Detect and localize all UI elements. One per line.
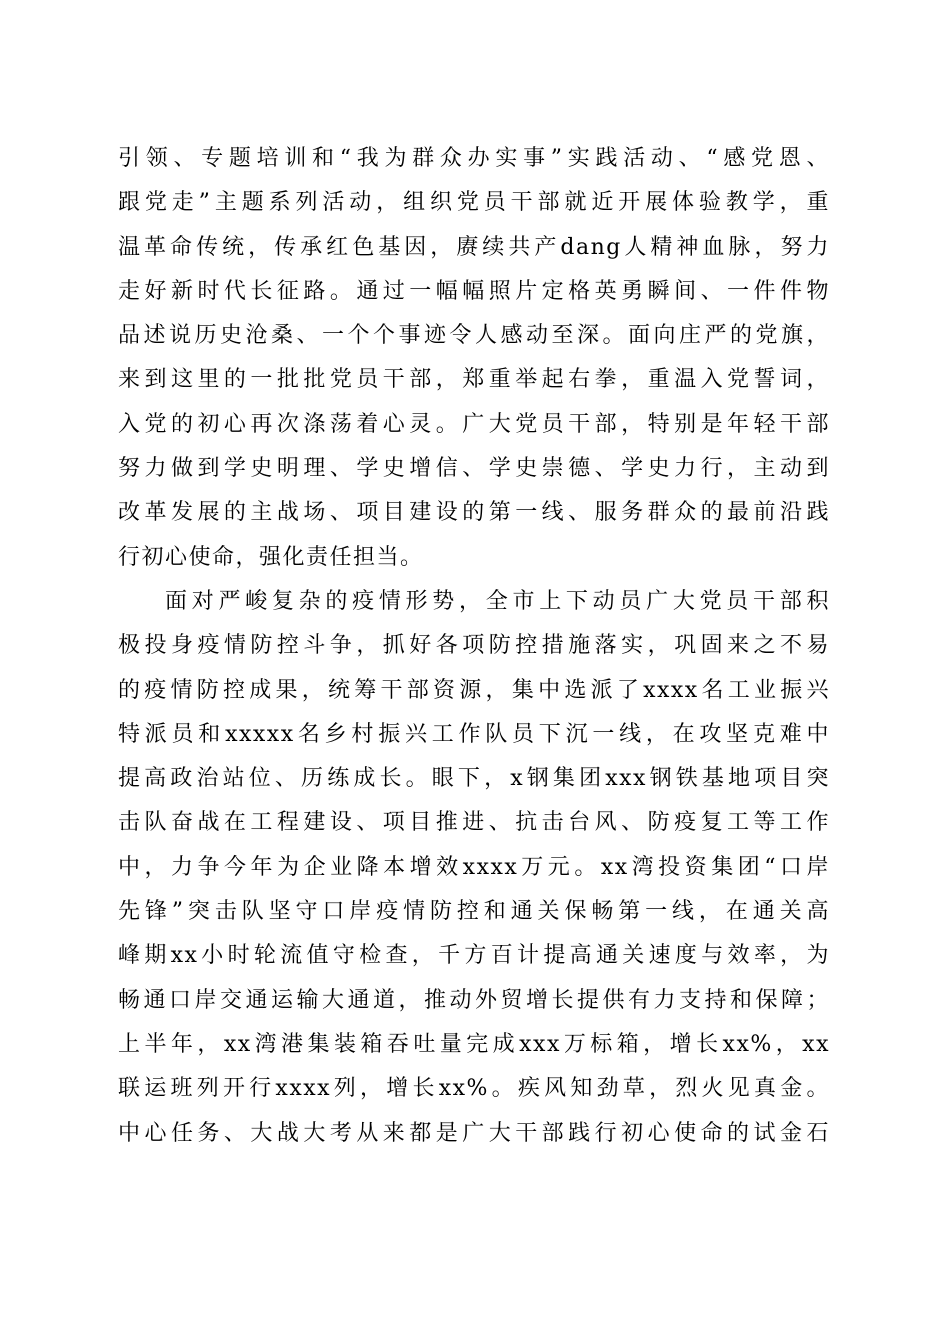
document-body bbox=[118, 137, 830, 1156]
text-line: 行初心使命，强化责任担当。 bbox=[118, 544, 424, 570]
text-line: 畅通口岸交通运输大通道，推动外贸增长提供有力支持和保障； bbox=[118, 987, 830, 1013]
text-line: 面对严峻复杂的疫情形势，全市上下动员广大党员干部积 bbox=[165, 588, 830, 614]
text-line: 的疫情防控成果，统筹干部资源，集中选派了xxxx名工业振兴 bbox=[118, 677, 830, 703]
text-line: 极投身疫情防控斗争，抓好各项防控措施落实，巩固来之不易 bbox=[118, 633, 830, 659]
text-line: 提高政治站位、历练成长。眼下，x钢集团xxx钢铁基地项目突 bbox=[118, 766, 830, 792]
text-line: 联运班列开行xxxx列，增长xx%。疾风知劲草，烈火见真金。 bbox=[118, 1076, 830, 1102]
text-line: 先锋”突击队坚守口岸疫情防控和通关保畅第一线，在通关高 bbox=[118, 899, 830, 925]
text-line: 品述说历史沧桑、一个个事迹令人感动至深。面向庄严的党旗， bbox=[118, 323, 830, 349]
text-line: 中，力争今年为企业降本增效xxxx万元。xx湾投资集团“口岸 bbox=[118, 854, 830, 880]
text-line: 来到这里的一批批党员干部，郑重举起右拳，重温入党誓词， bbox=[118, 367, 830, 393]
text-line: 击队奋战在工程建设、项目推进、抗击台风、防疫复工等工作 bbox=[118, 810, 830, 836]
text-line: 引领、专题培训和“我为群众办实事”实践活动、“感党恩、 bbox=[118, 146, 830, 171]
paragraph-1 bbox=[118, 137, 830, 580]
text-line: 改革发展的主战场、项目建设的第一线、服务群众的最前沿践 bbox=[118, 500, 830, 526]
text-line: 跟党走”主题系列活动，组织党员干部就近开展体验教学，重 bbox=[118, 190, 830, 216]
text-line: 峰期xx小时轮流值守检查，千方百计提高通关速度与效率，为 bbox=[118, 943, 830, 969]
text-line: 走好新时代长征路。通过一幅幅照片定格英勇瞬间、一件件物 bbox=[118, 278, 830, 304]
text-line: 特派员和xxxxx名乡村振兴工作队员下沉一线，在攻坚克难中 bbox=[118, 721, 830, 747]
text-line: 中心任务、大战大考从来都是广大干部践行初心使命的试金石 bbox=[118, 1120, 830, 1146]
text-line: 温革命传统，传承红色基因，赓续共产dang人精神血脉，努力 bbox=[118, 234, 830, 260]
text-line: 入党的初心再次涤荡着心灵。广大党员干部，特别是年轻干部 bbox=[118, 411, 830, 437]
text-line: 努力做到学史明理、学史增信、学史崇德、学史力行，主动到 bbox=[118, 456, 830, 482]
text-line: 上半年，xx湾港集装箱吞吐量完成xxx万标箱，增长xx%，xx bbox=[118, 1031, 830, 1057]
paragraph-2 bbox=[118, 580, 830, 1156]
